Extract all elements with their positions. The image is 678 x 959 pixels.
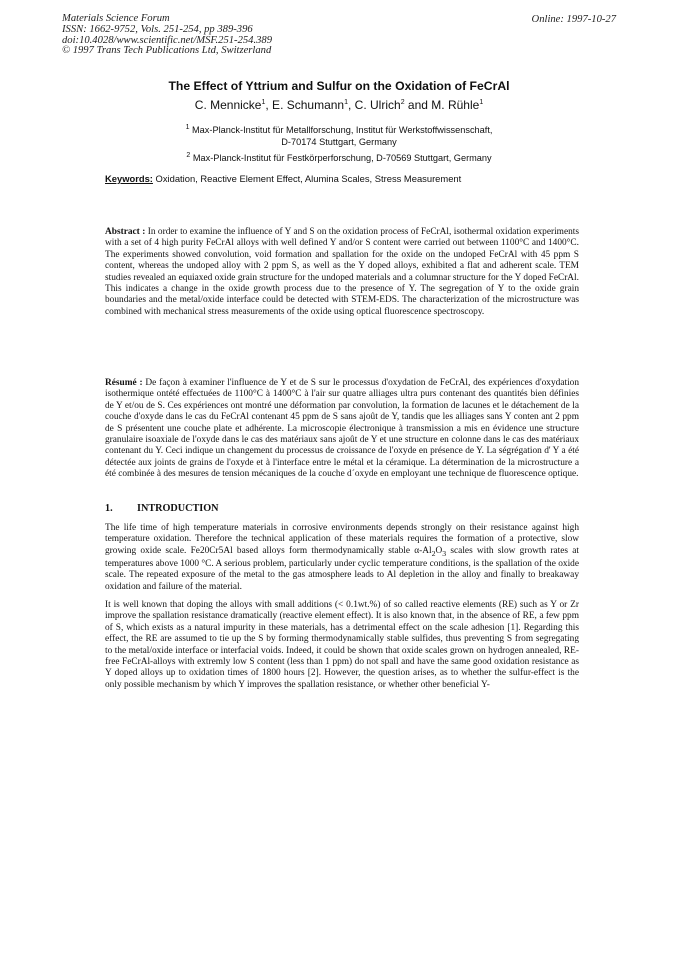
resume-text: De façon à examiner l'influence de Y et de S sur le processus d'oxydation de FeCrAl, des expériences d'oxydation isothermique ontété effectuées de 1100°C à 1400°C à l'air sur quatre alliages ultra purs contenant des quantités bien définies de Y et/ou de S. Ces expériences ont montré une déformation par convolution, la formation de lacunes et le détachement de la couche d'oxyde dans le cas du FeCrAl contenant 45 ppm de S sans ajoût de Y, tandis que les alliages sans Y conten ant 2 ppm de S présentent une couche plate et adhérente. La microscopie électronique à transmission a mis en évidence une structure granulaire isoaxiale de l'oxyde dans le cas des matériaux sans ajoût de Y et une structure en colonne dans le cas des matériaux contenant du Y. Ceci indique un changement du processus de croissance de l'oxyde en présence de Y. La ségrégation d' Y a été détectée aux joints de grains de l'oxyde et à l'interface entre le métal et la céramique. La détermination de la microstructure a été combinée à des mesures de tension mécaniques de la couche d´oxyde en employant une technique de fluorescence optique. xyxy=(105,378,580,480)
author-name: and M. Rühle xyxy=(404,98,480,112)
paragraph-text: O xyxy=(435,545,443,556)
author-affiliation-mark: 1 xyxy=(344,99,349,106)
abstract-text: In order to examine the influence of Y and S on the oxidation process of FeCrAl, isothermal oxidation experiments with a set of 4 high purity FeCrAl alloys with well defined Y and/or S content were carried out between 1100°C and 1400°C. The experiments showed convolution, void formation and spallation for the oxide on the undoped FeCrAl with 45 ppm S content, whereas the undoped alloy with 2 ppm S, as well as the Y doped alloys, exhibited a flat and adherent scale. TEM studies revealed an equiaxed oxide grain structure for the undoped materials and a columnar structure for the Y doped FeCrAl. This indicates a change in the oxide growth process due to the presence of Y. The segregation of Y to the oxide grain boundaries and the metal/oxide interface could be detected with STEM-EDS. The characterization of the microstructure was combined with mechanical stress measurements of the oxide using optical fluorescence spectroscopy. xyxy=(105,227,580,317)
resume xyxy=(105,378,579,481)
section-heading-introduction xyxy=(105,503,219,514)
affiliation-mark: 2 xyxy=(186,152,191,159)
author-list xyxy=(0,98,678,112)
affiliation-text: Max-Planck-Institut für Festkörperforschung, D-70569 Stuttgart, Germany xyxy=(192,153,492,164)
paper-title: The Effect of Yttrium and Sulfur on the Oxidation of FeCrAl xyxy=(168,79,510,93)
affiliation-1 xyxy=(0,122,678,148)
subscript: 3 xyxy=(442,548,447,558)
author-name: , C. Ulrich xyxy=(348,98,401,112)
keywords xyxy=(105,173,461,184)
author-affiliation-mark: 1 xyxy=(479,99,484,106)
issn-line: ISSN: 1662-9752, Vols. 251-254, pp 389-396 xyxy=(62,23,253,35)
resume-label: Résumé : xyxy=(105,378,143,388)
affiliation-text: Max-Planck-Institut für Metallforschung, Institut für Werkstoffwissenschaft, xyxy=(192,125,493,136)
affiliation-text: D-70174 Stuttgart, Germany xyxy=(281,137,397,148)
section-number: 1. xyxy=(105,503,113,514)
subscript: 2 xyxy=(431,548,436,558)
keywords-text: Oxidation, Reactive Element Effect, Alumina Scales, Stress Measurement xyxy=(155,173,462,184)
author-affiliation-mark: 2 xyxy=(400,99,405,106)
section-title: INTRODUCTION xyxy=(137,503,219,514)
publication-header xyxy=(62,14,272,57)
introduction-paragraph-1 xyxy=(105,523,579,593)
abstract-label: Abstract : xyxy=(105,227,146,237)
affiliation-mark: 1 xyxy=(185,124,190,131)
journal-name: Materials Science Forum xyxy=(62,13,170,24)
online-date: Online: 1997-10-27 xyxy=(531,14,616,25)
paragraph-text: The life time of high temperature materials in corrosive environments depends strongly on their resistance against high temperature oxidation. Therefore the technical application of these materials requires the formation of a protective, slow growing oxide scale. Fe20Cr5Al based alloys form thermodynamically stable α-Al xyxy=(105,523,579,556)
doi-link[interactable]: doi:10.4028/www.scientific.net/MSF.251-254.389 xyxy=(62,34,272,46)
keywords-label: Keywords: xyxy=(105,173,153,184)
introduction-paragraph-2: It is well known that doping the alloys with small additions (< 0.1wt.%) of so called reactive elements (RE) such as Y or Zr improve the spallation resistance dramatically (reactive element effect). It is also known that, in the absence of RE, a few ppm of S, which exists as a natural impurity in these materials, has a detrimental effect on the scale adhesion [1]. Regarding this effect, the RE are assumed to tie up the S by forming thermodynamically stable sulfides, thus preventing S from segregating to the metal/oxide interface or interfacial voids. Indeed, it could be shown that oxide scales grown on hydrogen annealed, RE-free FeCrAl-alloys with extremly low S content (less than 1 ppm) do not spall and have the same good oxidation resistance as Y doped alloys up to oxidation times of 1800 hours [2]. However, the question arises, as to whether the sulfur-effect is the only possible mechanism by which Y improves the spallation resistance, or whether other beneficial Y- xyxy=(105,600,579,690)
author-name: C. Mennicke xyxy=(194,98,262,112)
author-name: , E. Schumann xyxy=(265,98,345,112)
copyright-line: © 1997 Trans Tech Publications Ltd, Switzerland xyxy=(62,45,272,57)
abstract xyxy=(105,227,579,318)
author-affiliation-mark: 1 xyxy=(261,99,266,106)
paragraph-text: scales with slow growth rates at temperatures above 1000 °C. A serious problem, particularly under cyclic temperature conditions, is the spallation of the oxide scale. The repeated exposure of the metal to the gas atmosphere leads to Al depletion in the alloy and finally to breakaway oxidation and failure of the material. xyxy=(105,545,579,592)
affiliation-2 xyxy=(0,150,678,164)
